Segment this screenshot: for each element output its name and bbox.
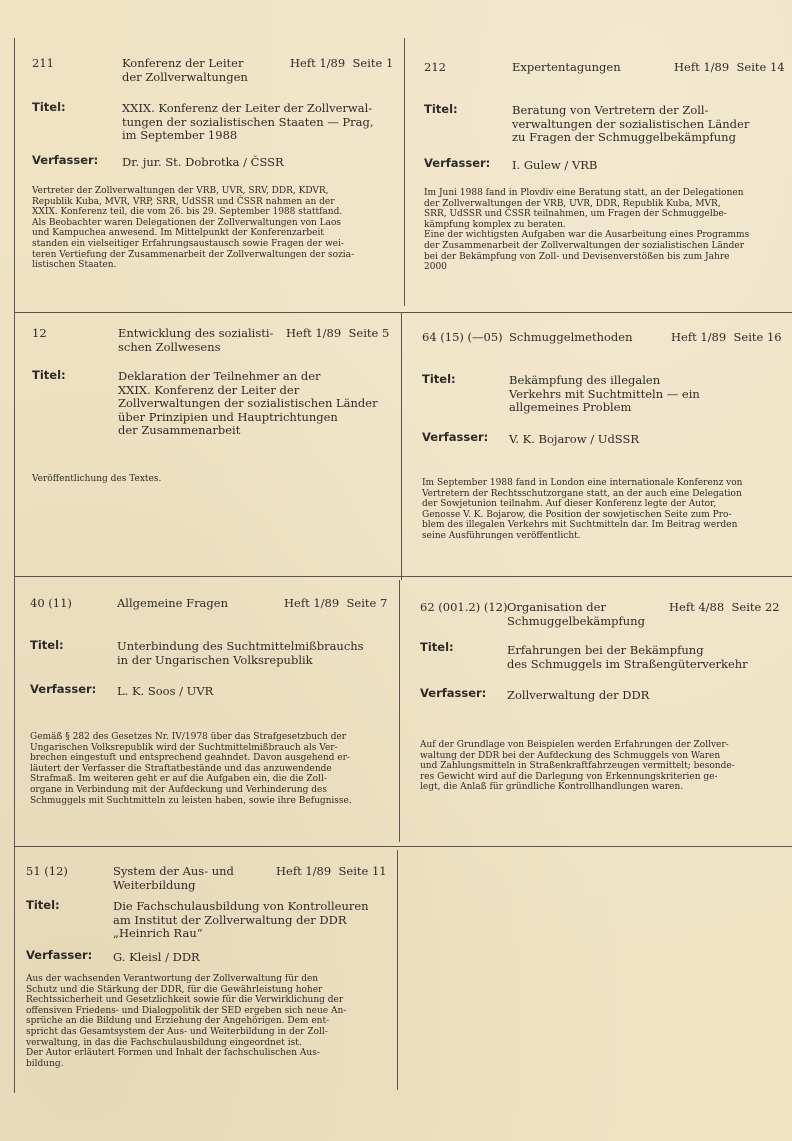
topic: Entwicklung des sozialisti- schen Zollwesens bbox=[118, 326, 274, 354]
issue: Heft 1/89 bbox=[284, 596, 340, 610]
classification-number: 40 (11) bbox=[30, 596, 72, 610]
abstract-card bbox=[32, 56, 394, 296]
topic: System der Aus- und Weiterbildung bbox=[113, 864, 234, 892]
title-label: Titel: bbox=[422, 372, 456, 386]
abstract-text: Im Juni 1988 fand in Plovdiv eine Beratung statt, an der Delegationen der Zollverwaltungen der VRB, UVR, DDR, Republik Kuba, MVR, SRR, UdSSR und ČSSR teilnahmen, um Fragen der Schmuggelbe- kämpfung komplex zu beraten. Eine der wichtigsten Aufgaben war die Ausarbeitung eines Programms der Zusammenarbeit der Zollverwaltungen der sozialistischen Länder bei der Bekämpfung von Zoll- und Devisenverstößen bis zum Jahre 2000 bbox=[424, 188, 750, 273]
divider-horizontal bbox=[14, 846, 792, 847]
page-ref: Seite 1 bbox=[352, 56, 394, 70]
issue: Heft 1/89 bbox=[290, 56, 346, 70]
article-title: Beratung von Vertretern der Zoll- verwaltungen der sozialistischen Länder zu Fragen der Schmuggelbekämpfung bbox=[512, 103, 750, 144]
heft-reference bbox=[671, 330, 782, 344]
author-label: Verfasser: bbox=[30, 682, 97, 696]
abstract-card bbox=[26, 864, 387, 1094]
divider-vertical-center bbox=[401, 312, 402, 580]
abstract-text: Vertreter der Zollverwaltungen der VRB, UVR, SRV, DDR, KDVR, Republik Kuba, MVR, VRP, SRR, UdSSR und ČSSR nahmen an der XXIX. Konferenz teil, die vom 26. bis 29. September 1988 stattfand. Als Beobachter waren Delegationen der Zollverwaltungen von Laos und Kampuchea anwesend. Im Mittelpunkt der Konferenzarbeit standen ein vielseitiger Erfahrungsaustausch sowie Fragen der wei- teren Vertiefung der Zusammenarbeit der Zollverwaltungen der sozia- listischen Staaten. bbox=[32, 186, 355, 271]
heft-reference bbox=[286, 326, 389, 340]
page-ref: Seite 5 bbox=[348, 326, 390, 340]
abstract-text: Gemäß § 282 des Gesetzes Nr. IV/1978 über das Strafgesetzbuch der Ungarischen Volksrepublik wird der Suchtmittelmißbrauch als Ver- brechen eingestuft und entsprechend geahndet. Davon ausgehend er- läutert der Verfasser die Straftatbestände und das anzuwendende Strafmaß. Im weiteren geht er auf die Aufgaben ein, die die Zoll- organe in Verbindung mit der Aufdeckung und Verhinderung des Schmuggels mit Suchtmitteln zu leisten haben, sowie ihre Befugnisse. bbox=[30, 732, 352, 806]
author-label: Verfasser: bbox=[32, 153, 99, 167]
heft-reference bbox=[276, 864, 387, 878]
issue: Heft 1/89 bbox=[671, 330, 727, 344]
classification-number: 12 bbox=[32, 326, 47, 340]
page-ref: Seite 7 bbox=[346, 596, 388, 610]
divider-horizontal bbox=[14, 576, 792, 577]
abstract-text: Im September 1988 fand in London eine internationale Konferenz von Vertretern der Rechtsschutzorgane statt, an der auch eine Delegation der Sowjetunion teilnahm. Auf dieser Konferenz legte der Autor, Genosse V. K. Bojarow, die Position der sowjetischen Seite zum Pro- blem des illegalen Verkehrs mit Suchtmitteln dar. Im Beitrag werden seine Ausführungen veröffentlicht. bbox=[422, 478, 743, 541]
author: V. K. Bojarow / UdSSR bbox=[509, 432, 640, 446]
page-ref: Seite 14 bbox=[736, 60, 785, 74]
article-title: Bekämpfung des illegalen Verkehrs mit Suchtmitteln — ein allgemeines Problem bbox=[509, 373, 700, 414]
issue: Heft 4/88 bbox=[669, 600, 725, 614]
page-ref: Seite 22 bbox=[731, 600, 780, 614]
title-label: Titel: bbox=[26, 898, 60, 912]
article-title: Erfahrungen bei der Bekämpfung des Schmuggels im Straßengüterverkehr bbox=[507, 643, 748, 671]
article-title: Unterbindung des Suchtmittelmißbrauchs in der Ungarischen Volksrepublik bbox=[117, 639, 364, 667]
topic: Konferenz der Leiter der Zollverwaltungen bbox=[122, 56, 248, 84]
author: I. Gulew / VRB bbox=[512, 158, 598, 172]
classification-number: 212 bbox=[424, 60, 446, 74]
author-label: Verfasser: bbox=[26, 948, 93, 962]
issue: Heft 1/89 bbox=[674, 60, 730, 74]
issue: Heft 1/89 bbox=[276, 864, 332, 878]
abstract-text: Auf der Grundlage von Beispielen werden Erfahrungen der Zollver- waltung der DDR bei der Aufdeckung des Schmuggels von Waren und Zahlungsmitteln in Straßenkraftfahrzeugen vermittelt; besonde- res Gewicht wird auf die Darlegung von Erkennungskriterien ge- legt, die Anlaß für gründliche Kontrollhandlungen waren. bbox=[420, 740, 735, 793]
author: L. K. Soos / UVR bbox=[117, 684, 214, 698]
divider-vertical-left bbox=[14, 38, 15, 1093]
author: Dr. jur. St. Dobrotka / ČSSR bbox=[122, 155, 284, 169]
page-ref: Seite 16 bbox=[733, 330, 782, 344]
classification-number: 51 (12) bbox=[26, 864, 68, 878]
author: Zollverwaltung der DDR bbox=[507, 688, 650, 702]
heft-reference bbox=[669, 600, 780, 614]
classification-number: 62 (001.2) (12) bbox=[420, 600, 508, 614]
author-label: Verfasser: bbox=[422, 430, 489, 444]
issue: Heft 1/89 bbox=[286, 326, 342, 340]
abstract-card bbox=[420, 600, 780, 840]
abstract-card bbox=[32, 326, 390, 566]
divider-vertical-center bbox=[399, 580, 400, 842]
topic: Expertentagungen bbox=[512, 60, 621, 74]
abstract-text: Aus der wachsenden Verantwortung der Zollverwaltung für den Schutz und die Stärkung der DDR, für die Gewährleistung hoher Rechtssicherheit und Gesetzlichkeit sowie für die Verwirklichung der offensiven Friedens- und Dialogpolitik der SED ergeben sich neue An- sprüche an die Bildung und Erziehung der Angehörigen. Dem ent- spricht das Gesamtsystem der Aus- und Weiterbildung in der Zoll- verwaltung, in das die Fachschulausbildung eingeordnet ist. Der Autor erläutert Formen und Inhalt der fachschulischen Aus- bildung. bbox=[26, 974, 347, 1069]
title-label: Titel: bbox=[420, 640, 454, 654]
classification-number: 64 (15) (—05) bbox=[422, 330, 503, 344]
abstract-card bbox=[30, 596, 388, 836]
classification-number: 211 bbox=[32, 56, 54, 70]
topic: Organisation der Schmuggelbekämpfung bbox=[507, 600, 645, 628]
author-label: Verfasser: bbox=[420, 686, 487, 700]
author-label: Verfasser: bbox=[424, 156, 491, 170]
page-ref: Seite 11 bbox=[338, 864, 387, 878]
divider-vertical-center bbox=[404, 38, 405, 306]
title-label: Titel: bbox=[424, 102, 458, 116]
divider-vertical-center bbox=[397, 850, 398, 1090]
article-title: Deklaration der Teilnehmer an der XXIX. Konferenz der Leiter der Zollverwaltungen der sozialistischen Länder über Prinzipien und Hauptrichtungen der Zusammenarbeit bbox=[118, 369, 378, 437]
heft-reference bbox=[674, 60, 785, 74]
abstract-card bbox=[424, 60, 785, 300]
topic: Allgemeine Fragen bbox=[117, 596, 228, 610]
title-label: Titel: bbox=[32, 368, 66, 382]
abstract-text: Veröffentlichung des Textes. bbox=[32, 474, 162, 484]
title-label: Titel: bbox=[32, 100, 66, 114]
abstract-card bbox=[422, 330, 782, 570]
article-title: XXIX. Konferenz der Leiter der Zollverwal- tungen der sozialistischen Staaten — Prag, im September 1988 bbox=[122, 101, 374, 142]
topic: Schmuggelmethoden bbox=[509, 330, 633, 344]
heft-reference bbox=[290, 56, 393, 70]
title-label: Titel: bbox=[30, 638, 64, 652]
heft-reference bbox=[284, 596, 387, 610]
divider-horizontal bbox=[14, 312, 792, 313]
author: G. Kleisl / DDR bbox=[113, 950, 200, 964]
article-title: Die Fachschulausbildung von Kontrolleuren am Institut der Zollverwaltung der DDR „Heinrich Rau“ bbox=[113, 899, 369, 940]
